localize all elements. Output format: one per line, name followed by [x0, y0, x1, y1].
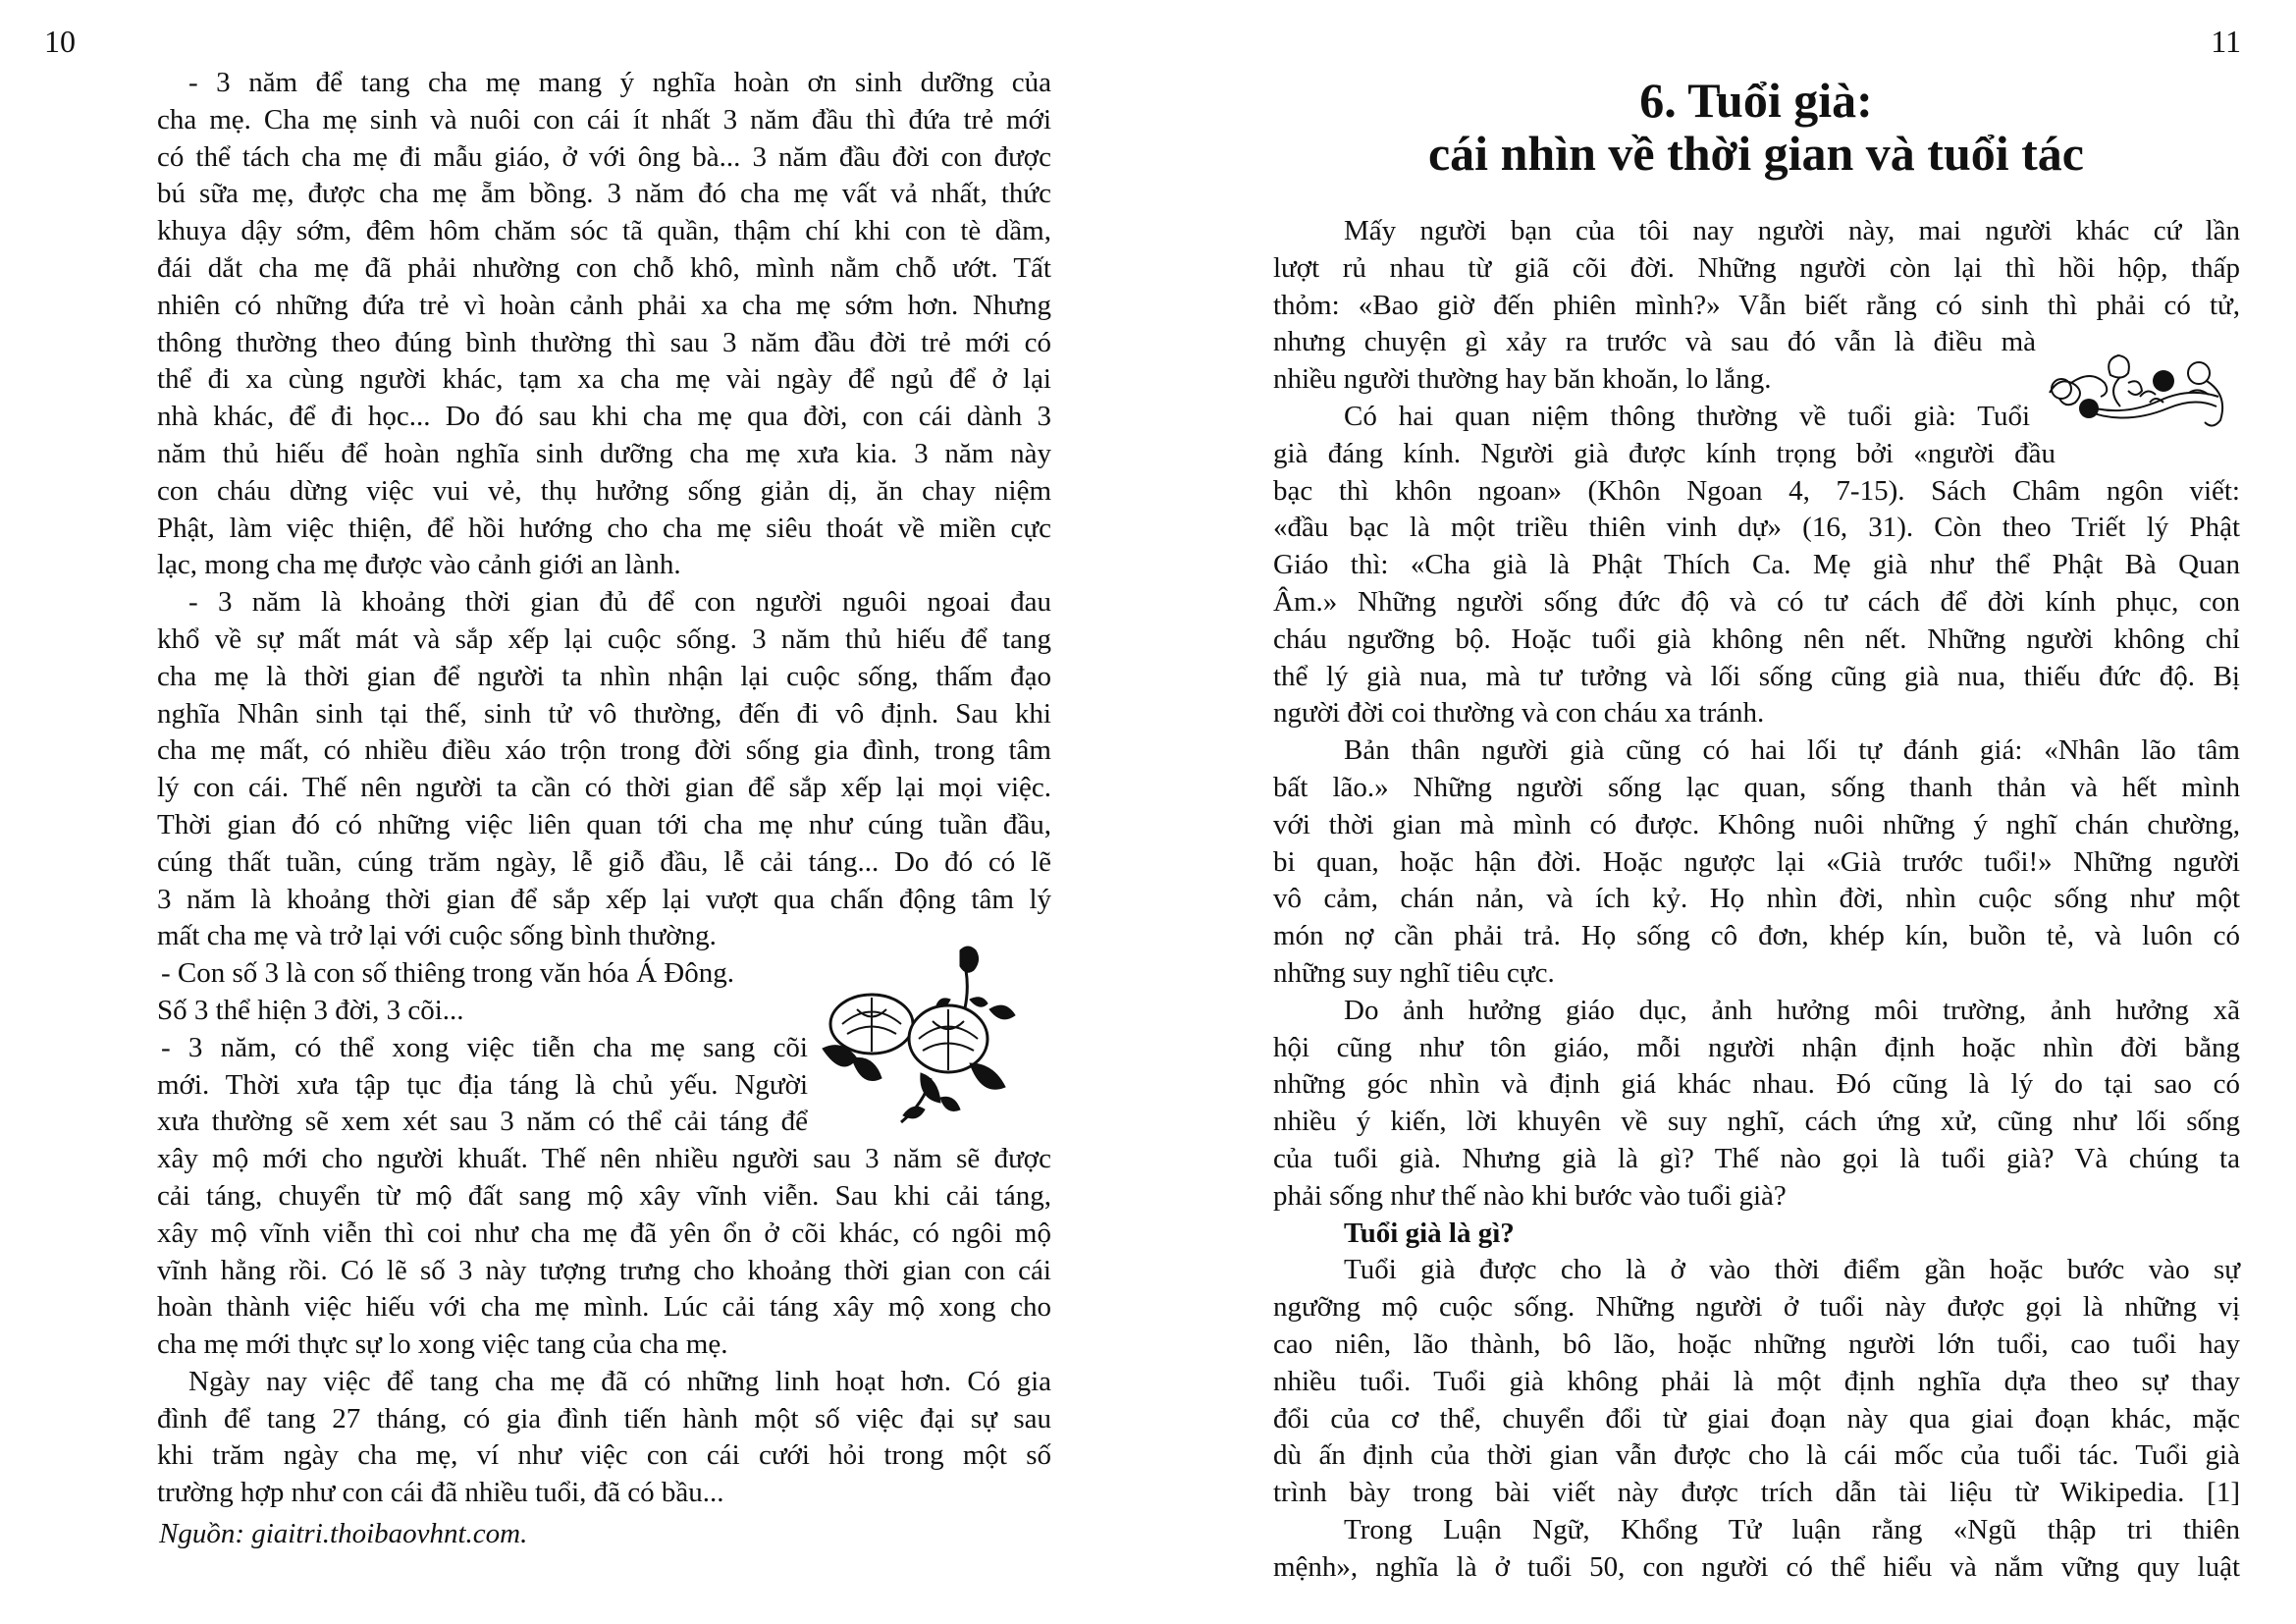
chapter-title-line-1: 6. Tuổi già: — [1639, 73, 1873, 128]
text-line: hội cũng như tôn giáo, mỗi người nhận định hoặc nhìn đời bằng — [1273, 1031, 2240, 1063]
text-line: Ngày nay việc để tang cha mẹ đã có những linh hoạt hơn. Có gia — [188, 1365, 1051, 1397]
text-line: thông thường theo đúng bình thường thì sau 3 năm đầu đời trẻ mới có — [157, 326, 1051, 358]
text-line: mới. Thời xưa tập tục địa táng là chủ yếu. Người — [157, 1068, 808, 1101]
text-line: 3 năm là khoảng thời gian để sắp xếp lại vượt qua chấn động tâm lý — [157, 883, 1051, 915]
section-heading: Tuổi già là gì? — [1344, 1217, 1515, 1249]
text-line: Có hai quan niệm thông thường về tuổi già: Tuổi — [1344, 400, 2030, 432]
text-line: Trong Luận Ngữ, Khổng Tử luận rằng «Ngũ thập tri thiên — [1344, 1513, 2240, 1545]
right-page — [1148, 0, 2296, 1624]
text-line: bi quan, hoặc hận đời. Hoặc ngược lại «Già trước tuổi!» Những người — [1273, 845, 2240, 878]
text-line: đổi của cơ thể, chuyển đổi từ giai đoạn này qua giai đoạn khác, mặc — [1273, 1402, 2240, 1435]
text-line: món nợ cần phải trả. Họ sống cô đơn, khép kín, buồn tẻ, và luôn có — [1273, 920, 2240, 952]
text-line: Tuổi già được cho là ở vào thời điểm gần hoặc bước vào sự — [1344, 1254, 2240, 1286]
text-line: mất cha mẹ và trở lại với cuộc sống bình thường. — [157, 920, 717, 952]
text-line: trường hợp như con cái đã nhiều tuổi, đã có bầu... — [157, 1477, 724, 1509]
text-line: già đáng kính. Người già được kính trọng bởi «người đầu — [1273, 437, 2056, 469]
text-line: nhiên có những đứa trẻ vì hoàn cảnh phải xa cha mẹ sớm hơn. Nhưng — [157, 289, 1051, 321]
text-line: Mấy người bạn của tôi nay người này, mai người khác cứ lần — [1344, 215, 2240, 246]
text-line: cúng thất tuần, cúng trăm ngày, lễ giỗ đầu, lễ cải táng... Do đó có lẽ — [157, 845, 1051, 878]
text-line: nhưng chuyện gì xảy ra trước và sau đó vẫn là điều mà — [1273, 326, 2036, 358]
text-line: - 3 năm để tang cha mẹ mang ý nghĩa hoàn ơn sinh dưỡng của — [188, 67, 1051, 98]
text-line: Phật, làm việc thiện, để hồi hướng cho cha mẹ siêu thoát về miền cực — [157, 512, 1051, 544]
text-line: Do ảnh hưởng giáo dục, ảnh hưởng môi trường, ảnh hưởng xã — [1344, 994, 2240, 1026]
text-line: bú sữa mẹ, được cha mẹ ẵm bồng. 3 năm đó cha mẹ vất vả nhất, thức — [157, 178, 1051, 210]
text-line: dù ấn định của thời gian vẫn được cho là cái mốc của tuổi tác. Tuổi già — [1273, 1439, 2240, 1472]
text-line: xưa thường sẽ xem xét sau 3 năm có thể cải táng để — [157, 1106, 808, 1138]
text-line: bạc thì khôn ngoan» (Khôn Ngoan 4, 7-15). Sách Châm ngôn viết: — [1273, 474, 2240, 507]
text-line: bất lão.» Những người sống lạc quan, sống thanh thản và hết mình — [1273, 771, 2240, 803]
text-line: khi trăm ngày cha mẹ, ví như việc con cái cưới hỏi trong một số — [157, 1439, 1051, 1472]
text-line: cha mẹ mới thực sự lo xong việc tang của cha mẹ. — [157, 1328, 728, 1361]
floral-vine-ornament — [2042, 353, 2228, 432]
text-line: Giáo thì: «Cha già là Phật Thích Ca. Mẹ già như thể Phật Bà Quan — [1273, 549, 2240, 581]
text-line: với thời gian mà mình có được. Không nuôi những ý nghĩ chán chường, — [1273, 808, 2240, 840]
page-number: 10 — [44, 24, 76, 59]
text-line: mệnh», nghĩa là ở tuổi 50, con người có thể hiểu và nắm vững quy luật — [1273, 1550, 2240, 1583]
text-line: Số 3 thể hiện 3 đời, 3 cõi... — [157, 994, 464, 1026]
source-citation: Nguồn: giaitri.thoibaovhnt.com. — [159, 1518, 528, 1550]
text-line: nhiều người thường hay băn khoăn, lo lắng. — [1273, 363, 1772, 396]
text-line: trình bày trong bài viết này được trích dẫn tài liệu từ Wikipedia. [1] — [1273, 1477, 2240, 1509]
text-line: xây mộ mới cho người khuất. Thế nên nhiều người sau 3 năm sẽ được — [157, 1143, 1051, 1175]
text-line: thỏm: «Bao giờ đến phiên mình?» Vẫn biết rằng có sinh thì phải có tử, — [1273, 289, 2240, 321]
text-line: lượt rủ nhau từ giã cõi đời. Những người còn lại thì hồi hộp, thấp — [1273, 251, 2240, 284]
text-line: hoàn thành việc hiếu với cha mẹ mình. Lúc cải táng xây mộ xong cho — [157, 1291, 1051, 1324]
text-line: vô cảm, chán nản, và ích kỷ. Họ nhìn đời, nhìn cuộc sống như một — [1273, 883, 2240, 915]
text-line: cải táng, chuyển từ mộ đất sang mộ xây vĩnh viễn. Sau khi cải táng, — [157, 1179, 1051, 1212]
text-line: nhà khác, để đi học... Do đó sau khi cha mẹ qua đời, con cái dành 3 — [157, 401, 1051, 433]
page-number: 11 — [2211, 24, 2241, 59]
text-line: lạc, mong cha mẹ được vào cảnh giới an lành. — [157, 549, 681, 581]
text-line: ngưỡng mộ cuộc sống. Những người ở tuổi này được gọi là những vị — [1273, 1291, 2240, 1324]
text-line: cháu ngưỡng bộ. Hoặc tuổi già không nên nết. Những người không chỉ — [1273, 623, 2240, 655]
text-line: của tuổi già. Nhưng già là gì? Thế nào gọi là tuổi già? Và chúng ta — [1273, 1142, 2240, 1174]
text-line: - 3 năm, có thể xong việc tiễn cha mẹ sang cõi — [161, 1031, 808, 1063]
text-line: cha mẹ. Cha mẹ sinh và nuôi con cái ít nhất 3 năm đầu thì đứa trẻ mới — [157, 103, 1051, 135]
text-line: những suy nghĩ tiêu cực. — [1273, 956, 1555, 989]
text-line: những góc nhìn và định giá khác nhau. Đó cũng là lý do tại sao có — [1273, 1068, 2240, 1101]
text-line: lý con cái. Thế nên người ta cần có thời gian để sắp xếp lại mọi việc. — [157, 772, 1051, 804]
text-line: Âm.» Những người sống đức độ và có tư cách để đời kính phục, con — [1273, 585, 2240, 618]
text-line: nhiều tuổi. Tuổi già không phải là một định nghĩa dựa theo sự thay — [1273, 1365, 2240, 1397]
text-line: Bản thân người già cũng có hai lối tự đánh giá: «Nhân lão tâm — [1344, 734, 2240, 767]
text-line: khuya dậy sớm, đêm hôm chăm sóc tã quần, thậm chí khi con tè dầm, — [157, 215, 1051, 247]
chapter-title-line-2: cái nhìn về thời gian và tuổi tác — [1427, 126, 2085, 181]
text-line: xây mộ vĩnh viễn thì coi như cha mẹ đã yên ổn ở cõi khác, có ngôi mộ — [157, 1217, 1051, 1249]
chrysanthemum-illustration — [813, 941, 1025, 1129]
text-line: cha mẹ mất, có nhiều điều xáo trộn trong đời sống gia đình, trong tâm — [157, 734, 1051, 767]
text-line: phải sống như thế nào khi bước vào tuổi già? — [1273, 1179, 1787, 1212]
text-line: Thời gian đó có những việc liên quan tới cha mẹ như cúng tuần đầu, — [157, 808, 1051, 840]
text-line: nghĩa Nhân sinh tại thế, sinh tử vô thường, đến đi vô định. Sau khi — [157, 697, 1051, 730]
text-line: nhiều ý kiến, lời khuyên về suy nghĩ, cách ứng xử, cũng như lối sống — [1273, 1106, 2240, 1138]
text-line: - 3 năm là khoảng thời gian đủ để con người nguôi ngoai đau — [188, 586, 1051, 619]
text-line: có thể tách cha mẹ đi mẫu giáo, ở với ông bà... 3 năm đầu đời con được — [157, 140, 1051, 173]
text-line: cha mẹ là thời gian để người ta nhìn nhận lại cuộc sống, thấm đạo — [157, 660, 1051, 692]
text-line: người đời coi thường và con cháu xa tránh. — [1273, 697, 1765, 730]
text-line: đái dắt cha mẹ đã phải nhường con chỗ khô, mình nằm chỗ ướt. Tất — [157, 251, 1051, 284]
text-line: thể đi xa cùng người khác, tạm xa cha mẹ vài ngày để ngủ để ở lại — [157, 363, 1051, 396]
text-line: đình để tang 27 tháng, có gia đình tiến hành một số việc đại sự sau — [157, 1402, 1051, 1435]
text-line: khổ về sự mất mát và sắp xếp lại cuộc sống. 3 năm thủ hiếu để tang — [157, 623, 1051, 655]
text-line: năm thủ hiếu để hoàn nghĩa sinh dưỡng cha mẹ xưa kia. 3 năm này — [157, 437, 1051, 469]
text-line: thể lý già nua, mà tư tưởng và lối sống cũng già nua, thiếu đức độ. Bị — [1273, 660, 2240, 692]
text-line: - Con số 3 là con số thiêng trong văn hóa Á Đông. — [161, 957, 734, 990]
left-page-body — [157, 65, 1051, 1553]
text-line: cao niên, lão thành, bô lão, hoặc những người lớn tuổi, cao tuổi hay — [1273, 1327, 2240, 1360]
text-line: con cháu dừng việc vui vẻ, thụ hưởng sống giản dị, ăn chay niệm — [157, 474, 1051, 507]
text-line: vĩnh hằng rồi. Có lẽ số 3 này tượng trưng cho khoảng thời gian con cái — [157, 1254, 1051, 1286]
text-line: «đầu bạc là một triều thiên vinh dự» (16, 31). Còn theo Triết lý Phật — [1273, 512, 2240, 544]
